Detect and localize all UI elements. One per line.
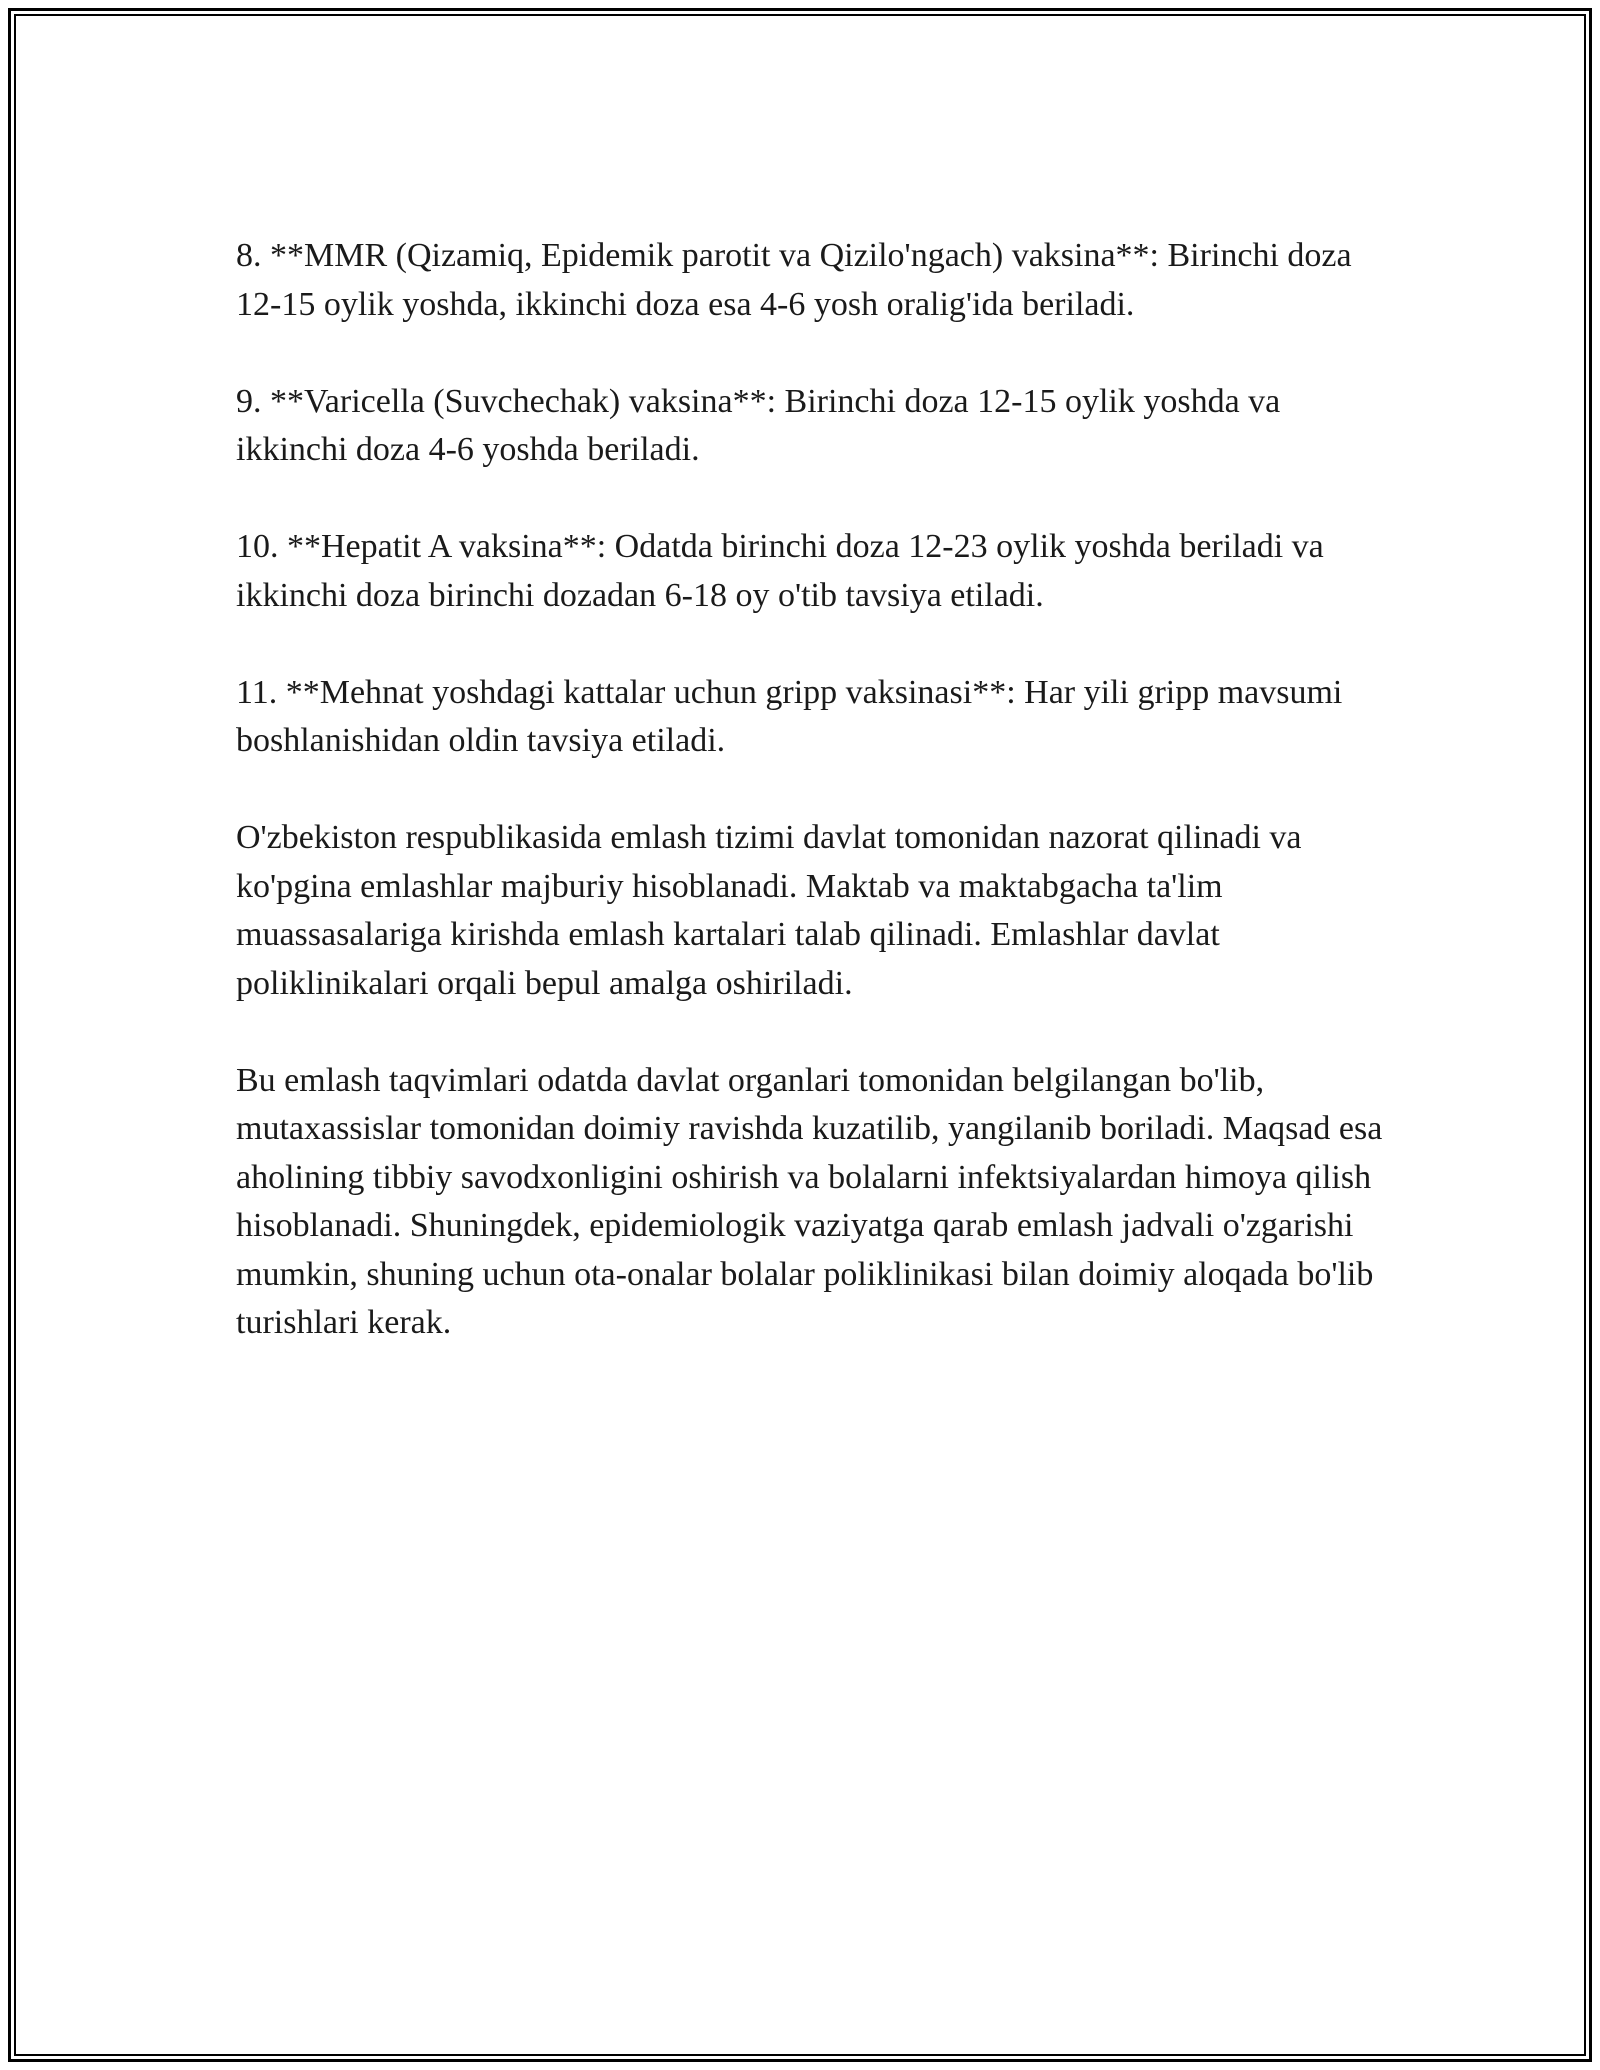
paragraph-mmr-vaccine: 8. **MMR (Qizamiq, Epidemik parotit va Qizilo'ngach) vaksina**: Birinchi doza 12-15 oylik yoshda, ikkinchi doza esa 4-6 yosh oralig'ida beriladi. xyxy=(236,237,1352,323)
document-body xyxy=(236,232,1386,1396)
paragraph-hepatitis-a-vaccine: 10. **Hepatit A vaksina**: Odatda birinchi doza 12-23 oylik yoshda beriladi va ikkinchi doza birinchi dozadan 6-18 oy o'tib tavsiya etiladi. xyxy=(236,528,1324,614)
paragraph-conclusion: Bu emlash taqvimlari odatda davlat organlari tomonidan belgilangan bo'lib, mutaxassislar tomonidan doimiy ravishda kuzatilib, yangilanib boriladi. Maqsad esa aholining tibbiy savodxonligini oshirish va bolalarni infektsiyalardan himoya qilish hisoblanadi. Shuningdek, epidemiologik vaziyatga qarab emlash jadvali o'zgarishi mumkin, shuning uchun ota-onalar bolalar poliklinikasi bilan doimiy aloqada bo'lib turishlari kerak. xyxy=(236,1061,1383,1341)
paragraph-uzbekistan-system: O'zbekiston respublikasida emlash tizimi davlat tomonidan nazorat qilinadi va ko'pgina emlashlar majburiy hisoblanadi. Maktab va maktabgacha ta'lim muassasalariga kirishda emlash kartalari talab qilinadi. Emlashlar davlat poliklinikalari orqali bepul amalga oshiriladi. xyxy=(236,819,1302,1002)
paragraph-flu-vaccine: 11. **Mehnat yoshdagi kattalar uchun gripp vaksinasi**: Har yili gripp mavsumi boshlanishidan oldin tavsiya etiladi. xyxy=(236,673,1343,759)
paragraph-varicella-vaccine: 9. **Varicella (Suvchechak) vaksina**: Birinchi doza 12-15 oylik yoshda va ikkinchi doza 4-6 yoshda beriladi. xyxy=(236,382,1281,468)
